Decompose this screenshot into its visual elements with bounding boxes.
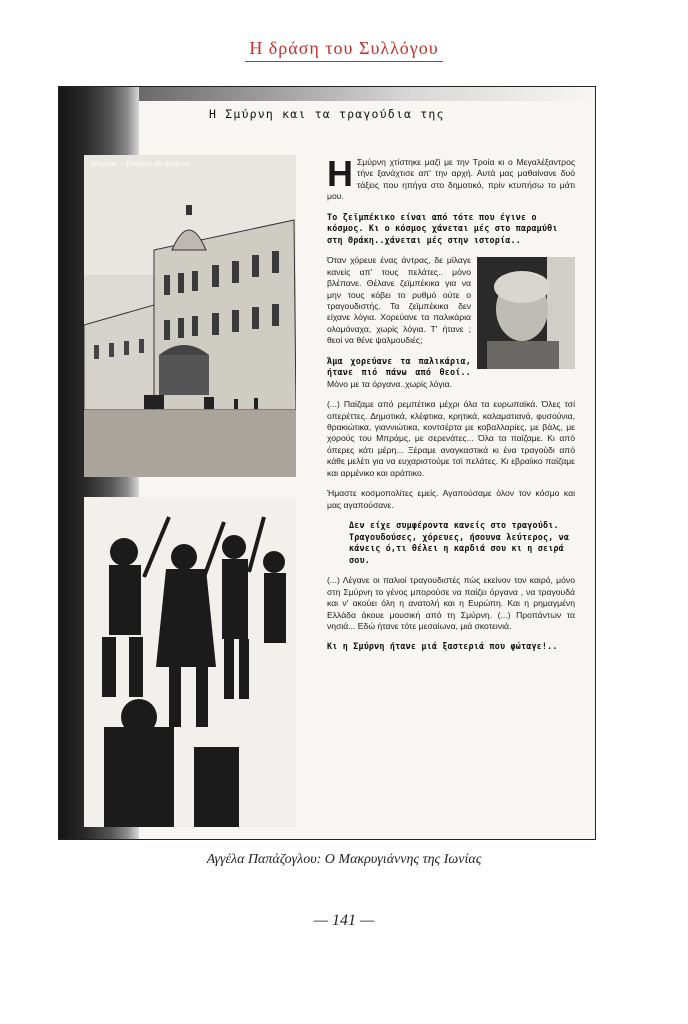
paragraph-3 <box>327 255 575 346</box>
photo1-caption: Smyrne. - Théatre de Smyrne. <box>90 161 193 168</box>
top-shade-strip <box>139 87 595 101</box>
article-frame <box>58 86 596 840</box>
portrait-photo <box>477 257 575 369</box>
portrait-illustration <box>477 257 575 369</box>
paragraph-6: Ήμαστε κοσμοπολίτες εμείς. Αγαπούσαμε όλον τον κόσμο και μας αγαπούσανε. <box>327 488 575 510</box>
paragraph-8: (...) Λέγανε οι παλιοί τραγουδιστές πώς εκείνον τον καιρό, μόνο στη Σμύρνη το γένος μπορούσε να παίζει όργανα , να τραγουδά και ν' ακούει όλη η ανατολή και η Ευρώπη. Και η ρημαγμένη Ελλάδα άκουε μουσική από τη Σμύρνη. (...) Προπάντων τα νησιά... Εδώ ήτανε τότε μεσαίωνα, μιά σκοτεινιά. <box>327 575 575 631</box>
article-title: Η Σμύρνη και τα τραγούδια της <box>209 107 445 121</box>
dancers-photo <box>84 497 296 827</box>
drop-cap: Η <box>327 153 353 194</box>
dancers-illustration <box>84 497 296 827</box>
paragraph-4-mono: Άμα χορεύανε τα παλικάρια, ήτανε πιό πάνω από θεοί.. <box>327 355 471 378</box>
running-header <box>0 38 688 62</box>
paragraph-9: Κι η Σμύρνη ήτανε μιά ξαστεριά που φώταγε!.. <box>327 641 558 652</box>
book-caption: Αγγέλα Παπάζογλου: Ο Μακρυγιάννης της Ιωνίας <box>206 852 482 867</box>
paragraph-1-text: Σμύρνη χτίστηκε μαζί με την Τροία κι ο Μεγαλέξαντρος τήνε ξανάχτισε απ' την αρχή. Αυτά μας μαθαίνανε δυό τάξεις που ηπήγα στο δημοτικό, πρίν κτυπήσω το μάτι μου. <box>327 157 575 202</box>
paragraph-4-tail: Μόνο με τα όργανα..χωρίς λόγια. <box>327 378 452 389</box>
article-body <box>327 153 575 662</box>
running-header-title: Η δράση του Συλλόγου <box>245 38 442 62</box>
paragraph-3-text: Όταν χόρευε ένας άντρας, δε μίλαγε κανείς απ' τους πελάτες.. μόνο βλέπανε. Θέλανε ζεϊμπέκικα για να μην τους κόβει το ρυθμό ούτε ο τραγουδιστής. Τα ζεϊμπέκικα δεν είχανε λόγια. Χορεύανε τα παλικάρια ολομόναχα, χωρίς λόγια. Τ' ήτανε ; θεοί να θένε ψαλμουδιές; <box>327 255 471 346</box>
theatre-illustration <box>84 155 296 477</box>
paragraph-2: Το ζεϊμπέκικο είναι από τότε που έγινε ο κόσμος. Κι ο κόσμος χάνεται μές στο παραμύθι στη Θράκη..χάνεται μές στην ιστορία.. <box>327 211 558 245</box>
paragraph-7: Δεν είχε συμφέροντα κανείς στο τραγούδι. Τραγουδούσες, χόρευες, ήσουνα λεύτερος, να κάνεις ό,τι θέλει η καρδιά σου κι η σειρά σου. <box>349 519 570 565</box>
smyrna-theatre-photo <box>84 155 296 477</box>
paragraph-5: (...) Παίζαμε από ρεμπέτικα μέχρι όλα τα ευρωπαϊκά. Όλες τσί οπερέττες. Δημοτικά, κλέφτικα, κρητικά, καλαματιανά, φυσούνια, θρακιώτικα, γιαννιώτικα, κοντσέρτα με κοβαλλαρίες, με βάλς, με χορούς του Μπράμς, με σερενάτες... Όλα τα παίζαμε. Κι από όπερες κάτι μέρη... Ξέραμε αναγκαστικά κι ένα τραγούδι από κάθε μελέτι για να ευχαριστούμε τσί πελάτες. Κι εβραίικο παίζαμε και αρμένικο και αράπικο. <box>327 399 575 478</box>
page-number: — 141 — <box>313 912 375 929</box>
paragraph-1 <box>327 153 575 203</box>
